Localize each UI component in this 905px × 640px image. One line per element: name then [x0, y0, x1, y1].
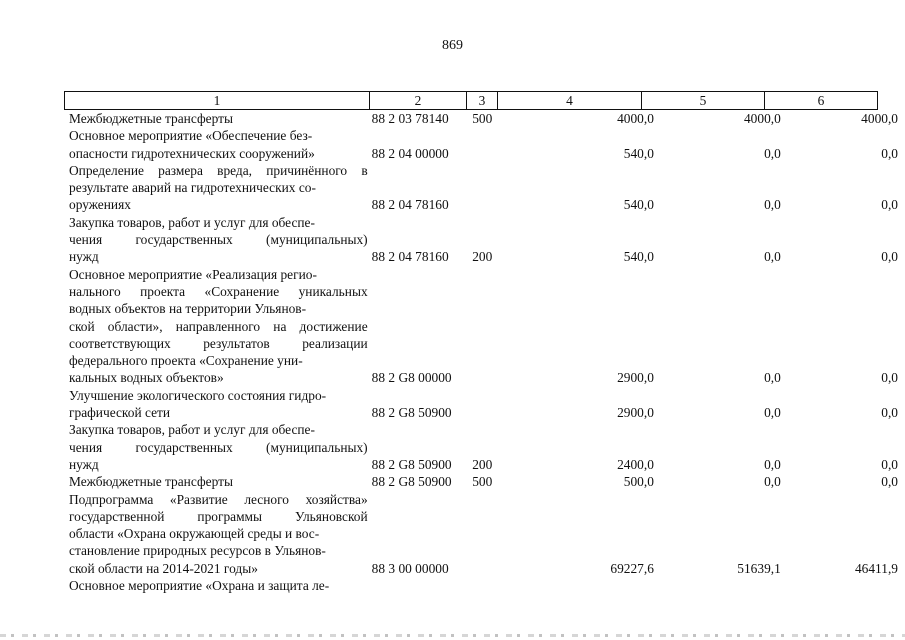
row-target-code: 88 2 G8 50900: [371, 405, 452, 421]
budget-table: [64, 110, 905, 594]
row-value-2020: 0,0: [764, 197, 781, 213]
description-line: чения государственных (муниципальных): [69, 232, 368, 248]
description-line: области «Охрана окружающей среды и вос-: [69, 526, 320, 542]
row-value-2021: 0,0: [881, 456, 898, 472]
description-line: нужд: [69, 456, 99, 472]
table-row: [64, 491, 905, 577]
row-target-code: 88 2 G8 50900: [371, 456, 452, 472]
row-value-2021: 0,0: [881, 145, 898, 161]
row-value-2021: [788, 577, 905, 594]
description-line: Основное мероприятие «Охрана и защита ле-: [69, 578, 330, 594]
row-value-2019: 500,0: [623, 474, 654, 490]
row-value-2020: 0,0: [764, 456, 781, 472]
column-header-4: 4: [498, 92, 642, 110]
description-line: становление природных ресурсов в Ульянов-: [69, 543, 326, 559]
row-expense-type: [468, 577, 513, 594]
row-description: [64, 127, 368, 162]
description-line: Закупка товаров, работ и услуг для обеспе-: [69, 214, 315, 230]
description-line: Закупка товаров, работ и услуг для обеспе-: [69, 422, 315, 438]
row-value-2020: 51639,1: [737, 560, 781, 576]
description-line: Определение размера вреда, причинённого в: [69, 162, 368, 178]
row-value-2020: 0,0: [764, 474, 781, 490]
row-value-2021: 0,0: [881, 370, 898, 386]
row-description: [64, 421, 368, 473]
row-value-2021: 0,0: [881, 405, 898, 421]
description-line: оружениях: [69, 197, 131, 213]
budget-table-body: [64, 110, 905, 594]
row-value-2019: [514, 577, 661, 594]
description-line: графической сети: [69, 405, 171, 421]
description-line: опасности гидротехнических сооружений»: [69, 145, 315, 161]
row-expense-type: [468, 387, 513, 422]
row-value-2021: 0,0: [881, 249, 898, 265]
row-value-2020: 0,0: [764, 370, 781, 386]
row-description: [64, 473, 368, 490]
row-target-code: 88 2 04 78160: [371, 197, 449, 213]
row-target-code: 88 2 G8 50900: [371, 474, 452, 490]
description-line: Подпрограмма «Развитие лесного хозяйства»: [69, 491, 368, 507]
row-value-2021: 4000,0: [861, 111, 898, 126]
row-description: [64, 162, 368, 214]
row-target-code: 88 2 04 78160: [371, 249, 449, 265]
description-line: Основное мероприятие «Обеспечение без-: [69, 128, 313, 144]
row-value-2019: 4000,0: [617, 111, 654, 126]
table-row: [64, 577, 905, 594]
row-target-code: 88 2 03 78140: [371, 111, 449, 126]
row-expense-type: 200: [472, 249, 493, 265]
column-header-6: 6: [765, 92, 878, 110]
description-line: Улучшение экологического состояния гидро-: [69, 387, 327, 403]
row-target-code: 88 2 G8 00000: [371, 370, 452, 386]
table-row: [64, 266, 905, 387]
row-expense-type: [468, 127, 513, 162]
row-expense-type: 500: [472, 474, 493, 490]
row-expense-type: 200: [472, 456, 493, 472]
description-line: Межбюджетные трансферты: [69, 111, 233, 126]
table-row: [64, 214, 905, 266]
description-line: соответствующих результатов реализации: [69, 335, 368, 351]
column-header-row: [65, 92, 878, 110]
row-value-2020: 0,0: [764, 405, 781, 421]
row-expense-type: 500: [472, 111, 493, 126]
row-value-2021: 46411,9: [854, 560, 898, 576]
row-target-code: 88 3 00 00000: [371, 560, 449, 576]
row-value-2020: 0,0: [764, 249, 781, 265]
description-line: Межбюджетные трансферты: [69, 474, 233, 490]
row-expense-type: [468, 266, 513, 387]
column-header-5: 5: [642, 92, 765, 110]
row-value-2019: 2900,0: [617, 405, 654, 421]
row-value-2019: 540,0: [623, 145, 654, 161]
row-target-code: 88 2 04 00000: [371, 145, 449, 161]
row-value-2021: 0,0: [881, 197, 898, 213]
description-line: ской области», направленного на достижение: [69, 318, 368, 334]
row-value-2019: 69227,6: [610, 560, 654, 576]
table-row: [64, 473, 905, 490]
row-expense-type: [468, 162, 513, 214]
row-expense-type: [468, 491, 513, 577]
row-target-code: [368, 577, 469, 594]
table-row: [64, 387, 905, 422]
row-description: [64, 577, 368, 594]
description-line: результате аварий на гидротехнических со-: [69, 180, 316, 196]
column-header-table: [64, 91, 878, 110]
row-description: [64, 491, 368, 577]
page-number: 869: [442, 38, 463, 53]
column-header-2: 2: [370, 92, 467, 110]
description-line: федерального проекта «Сохранение уни-: [69, 353, 303, 369]
row-description: [64, 110, 368, 127]
description-line: ской области на 2014-2021 годы»: [69, 560, 258, 576]
description-line: нужд: [69, 249, 99, 265]
table-row: [64, 421, 905, 473]
row-value-2020: 4000,0: [743, 111, 781, 126]
row-description: [64, 387, 368, 422]
description-line: кальных водных объектов»: [69, 370, 224, 386]
description-line: водных объектов на территории Ульянов-: [69, 301, 307, 317]
table-row: [64, 110, 905, 127]
description-line: нального проекта «Сохранение уникальных: [69, 283, 368, 299]
table-row: [64, 127, 905, 162]
row-value-2020: 0,0: [764, 145, 781, 161]
row-description: [64, 214, 368, 266]
row-value-2019: 540,0: [623, 249, 654, 265]
table-row: [64, 162, 905, 214]
row-value-2019: 2400,0: [617, 456, 654, 472]
column-header-3: 3: [467, 92, 498, 110]
row-value-2020: [661, 577, 788, 594]
scan-edge-artifact: [0, 634, 905, 637]
description-line: чения государственных (муниципальных): [69, 439, 368, 455]
description-line: государственной программы Ульяновской: [69, 508, 368, 524]
description-line: Основное мероприятие «Реализация регио-: [69, 266, 317, 282]
row-description: [64, 266, 368, 387]
row-value-2019: 540,0: [623, 197, 654, 213]
row-value-2019: 2900,0: [617, 370, 654, 386]
column-header-1: 1: [65, 92, 370, 110]
row-value-2021: 0,0: [881, 474, 898, 490]
